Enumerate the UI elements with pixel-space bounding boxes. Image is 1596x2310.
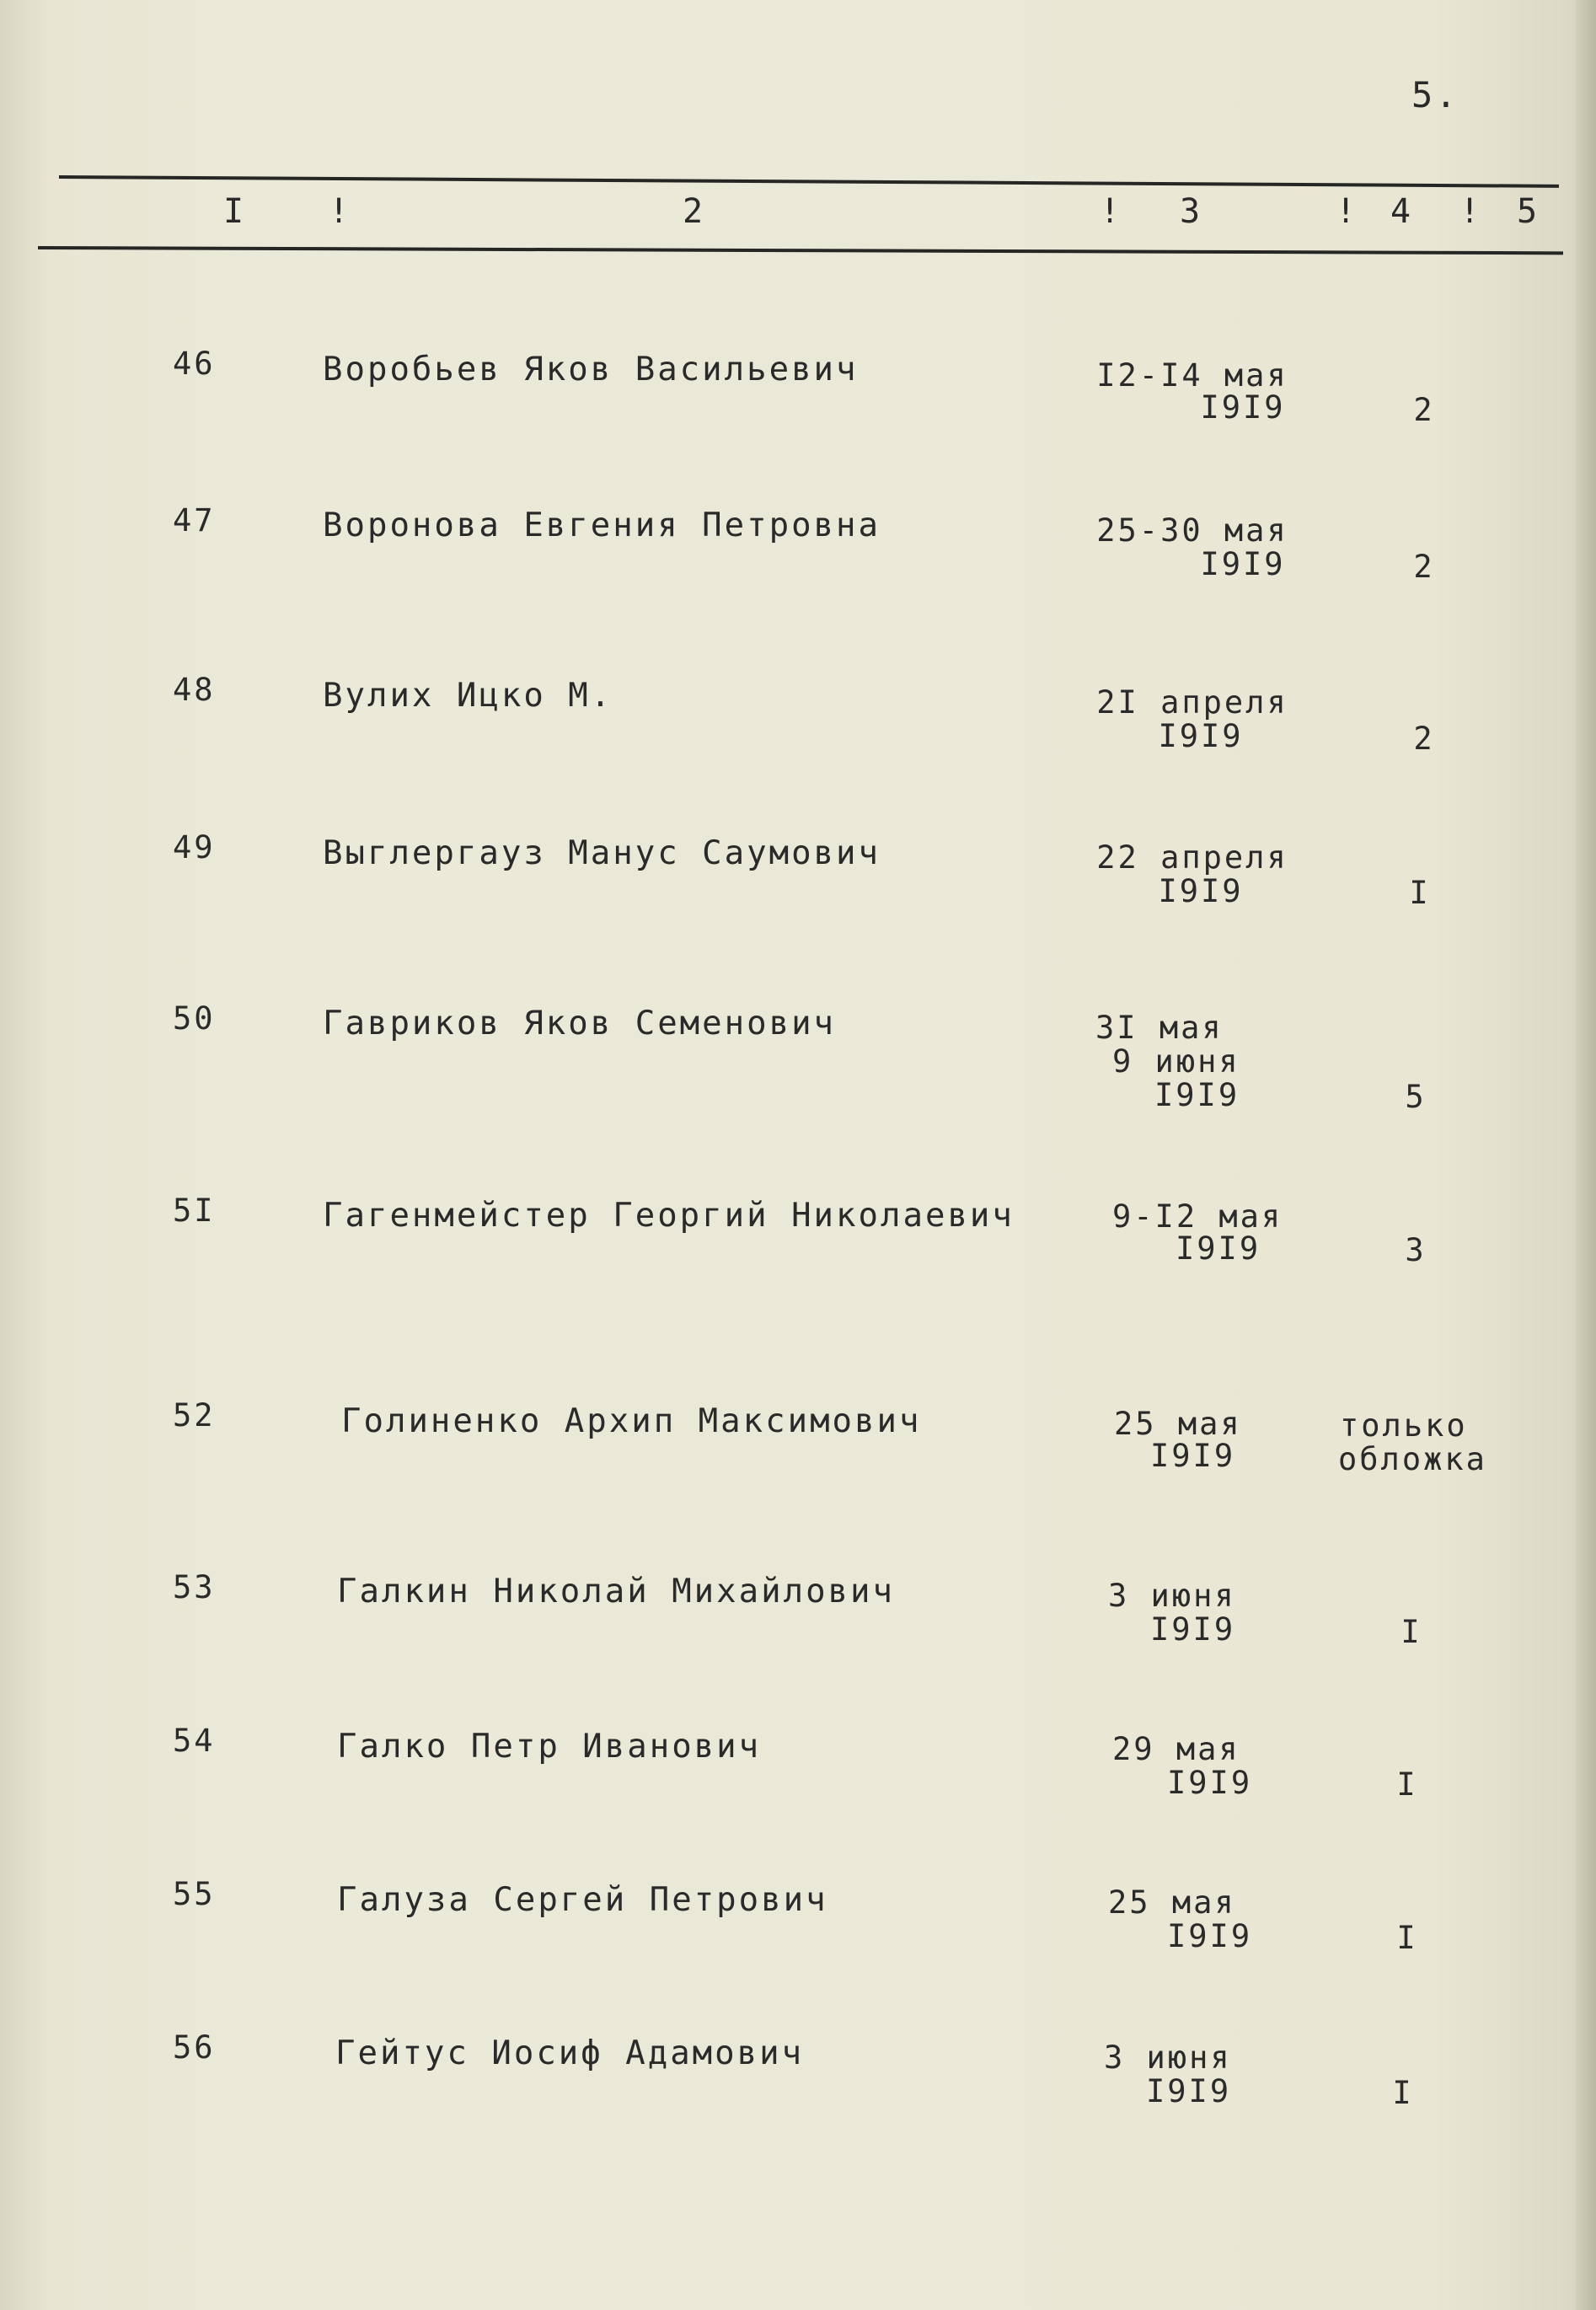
row-date-line: 9-I2 мая bbox=[1112, 1198, 1283, 1235]
row-date-line: I9I9 bbox=[1146, 2073, 1232, 2109]
row-name: Галко Петр Иванович bbox=[337, 1728, 762, 1766]
header-col-2: 2 bbox=[683, 192, 706, 231]
row-volume: 3 bbox=[1405, 1232, 1427, 1268]
row-name: Галкин Николай Михайлович bbox=[337, 1573, 895, 1611]
row-volume: I bbox=[1392, 2075, 1414, 2111]
row-date-line: I9I9 bbox=[1200, 546, 1286, 582]
row-date-line: 3 июня bbox=[1104, 2039, 1232, 2076]
row-number: 53 bbox=[173, 1569, 216, 1605]
row-note-line: только bbox=[1340, 1407, 1468, 1444]
row-date-line: 9 июня bbox=[1112, 1043, 1240, 1080]
header-separator: ! bbox=[1336, 192, 1359, 231]
row-name: Гейтус Иосиф Адамович bbox=[335, 2034, 805, 2072]
row-volume: 2 bbox=[1413, 549, 1435, 585]
row-volume: 5 bbox=[1405, 1079, 1427, 1115]
row-name: Вулих Ицко М. bbox=[323, 677, 613, 715]
row-volume: I bbox=[1396, 1920, 1418, 1956]
row-date-line: I9I9 bbox=[1158, 718, 1244, 754]
row-date-line: 25 мая bbox=[1114, 1406, 1242, 1442]
row-date-line: I9I9 bbox=[1154, 1077, 1240, 1113]
row-volume: I bbox=[1401, 1614, 1422, 1650]
row-date-line: 25 мая bbox=[1108, 1884, 1236, 1921]
row-number: 5I bbox=[173, 1193, 216, 1229]
row-volume: 2 bbox=[1413, 392, 1435, 428]
row-number: 52 bbox=[173, 1397, 216, 1434]
row-date-line: 3 июня bbox=[1108, 1578, 1236, 1614]
row-date-line: I9I9 bbox=[1150, 1438, 1236, 1474]
row-volume: I bbox=[1409, 875, 1431, 911]
page-number: 5. bbox=[1411, 74, 1459, 115]
row-number: 54 bbox=[173, 1723, 216, 1759]
header-separator: ! bbox=[1100, 192, 1123, 231]
header-col-1: I bbox=[223, 192, 247, 231]
page-edge bbox=[1576, 0, 1596, 2310]
row-date-line: 22 апреля bbox=[1096, 839, 1288, 876]
header-rule-top bbox=[59, 175, 1559, 188]
row-volume: 2 bbox=[1413, 721, 1435, 757]
row-date-line: I9I9 bbox=[1167, 1918, 1253, 1954]
header-rule-bottom bbox=[38, 246, 1563, 255]
header-col-3: 3 bbox=[1180, 192, 1203, 231]
header-separator: ! bbox=[329, 192, 352, 231]
row-date-line: 2I апреля bbox=[1096, 684, 1288, 721]
header-col-5: 5 bbox=[1517, 192, 1540, 231]
row-number: 47 bbox=[173, 502, 216, 539]
row-name: Гавриков Яков Семенович bbox=[323, 1005, 837, 1042]
row-volume: I bbox=[1396, 1766, 1418, 1803]
row-number: 48 bbox=[173, 672, 216, 708]
row-date-line: I9I9 bbox=[1200, 389, 1286, 426]
row-name: Галуза Сергей Петрович bbox=[337, 1881, 828, 1919]
header-col-4: 4 bbox=[1390, 192, 1414, 231]
row-name: Гагенмейстер Георгий Николаевич bbox=[323, 1197, 1015, 1235]
row-date-line: I9I9 bbox=[1167, 1765, 1253, 1801]
row-number: 50 bbox=[173, 1000, 216, 1037]
row-number: 49 bbox=[173, 829, 216, 866]
row-name: Воронова Евгения Петровна bbox=[323, 506, 881, 544]
row-date-line: I9I9 bbox=[1158, 873, 1244, 909]
row-number: 55 bbox=[173, 1876, 216, 1912]
row-number: 46 bbox=[173, 346, 216, 382]
row-date-line: I9I9 bbox=[1176, 1230, 1261, 1267]
row-date-line: I9I9 bbox=[1150, 1611, 1236, 1648]
row-number: 56 bbox=[173, 2029, 216, 2066]
row-name: Воробьев Яков Васильевич bbox=[323, 351, 859, 389]
row-date-line: 29 мая bbox=[1112, 1731, 1240, 1767]
row-name: Голиненко Архип Максимович bbox=[341, 1402, 922, 1440]
header-separator: ! bbox=[1459, 192, 1483, 231]
row-date-line: 25-30 мая bbox=[1096, 512, 1288, 549]
row-date-line: 3I мая bbox=[1095, 1010, 1224, 1046]
row-name: Выглергауз Манус Саумович bbox=[323, 834, 881, 872]
row-note-line: обложка bbox=[1338, 1441, 1487, 1477]
row-date-line: I2-I4 мая bbox=[1096, 357, 1288, 394]
